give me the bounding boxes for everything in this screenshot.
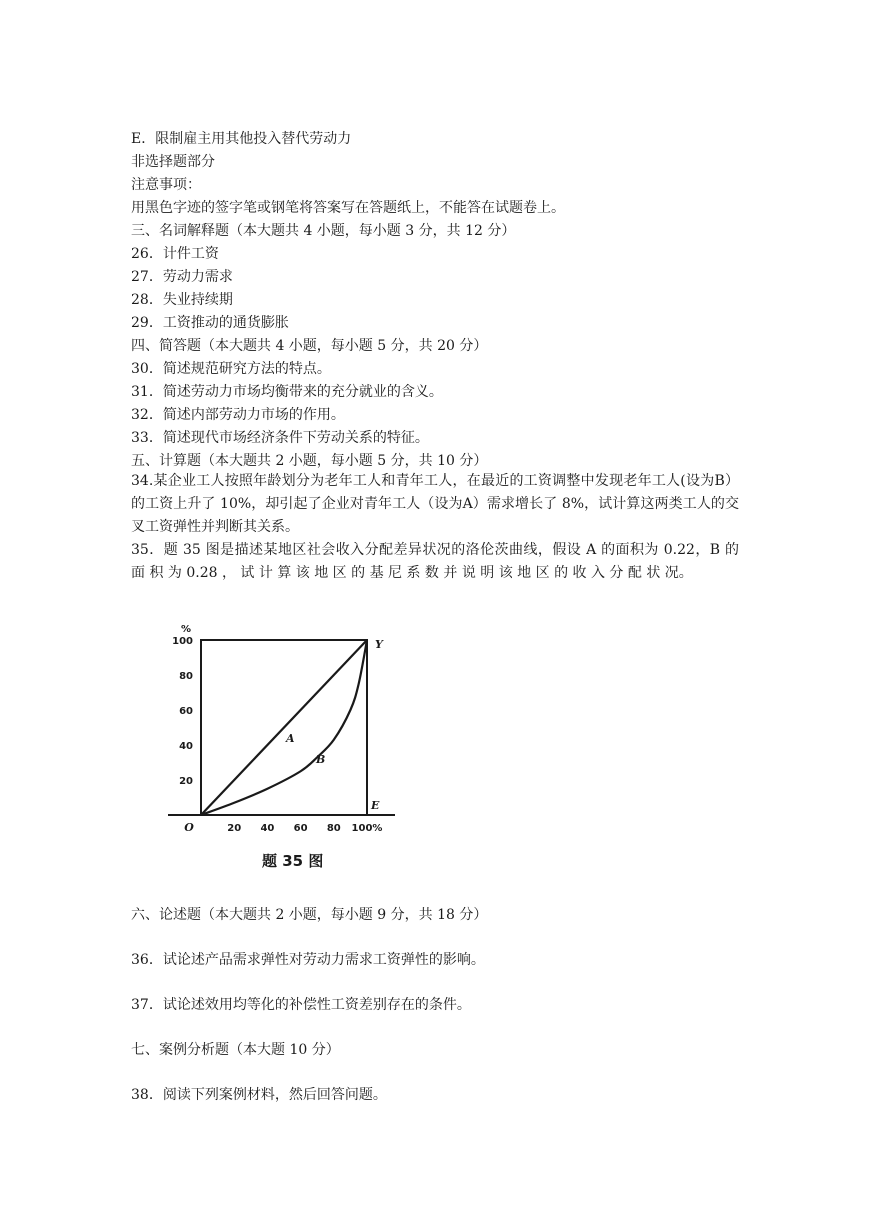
area-a-label: A bbox=[286, 732, 295, 745]
y-tick-label-20: 20 bbox=[179, 776, 193, 787]
x-tick-label-20: 20 bbox=[227, 823, 242, 834]
question-30: 30．简述规范研究方法的特点。 bbox=[131, 361, 331, 377]
x-tick-label-100: 100% bbox=[351, 823, 383, 834]
y-unit-label: % bbox=[181, 624, 192, 635]
lorenz-curve-figure bbox=[165, 620, 405, 875]
y-tick-label-60: 60 bbox=[179, 706, 193, 717]
question-28: 28．失业持续期 bbox=[131, 292, 233, 308]
section-heading-3: 三、名词解释题（本大题共 4 小题，每小题 3 分，共 12 分） bbox=[131, 223, 516, 239]
section-heading-5: 五、计算题（本大题共 2 小题，每小题 5 分，共 10 分） bbox=[131, 453, 488, 469]
notice-title: 注意事项： bbox=[131, 177, 201, 193]
area-b-label: B bbox=[316, 753, 326, 766]
question-27: 27．劳动力需求 bbox=[131, 269, 233, 285]
section-heading-6: 六、论述题（本大题共 2 小题，每小题 9 分，共 18 分） bbox=[131, 907, 488, 923]
question-32: 32．简述内部劳动力市场的作用。 bbox=[131, 407, 345, 423]
x-tick-label-60: 60 bbox=[293, 823, 308, 834]
origin-label: O bbox=[184, 821, 194, 834]
lorenz-chart bbox=[165, 620, 405, 845]
x-tick-label-40: 40 bbox=[260, 823, 275, 834]
section-heading-nonchoice: 非选择题部分 bbox=[131, 154, 215, 170]
section-heading-4: 四、简答题（本大题共 4 小题，每小题 5 分，共 20 分） bbox=[131, 338, 488, 354]
question-37: 37．试论述效用均等化的补偿性工资差别存在的条件。 bbox=[131, 997, 471, 1013]
figure-caption: 题 35 图 bbox=[262, 852, 324, 870]
section-heading-7: 七、案例分析题（本大题 10 分） bbox=[131, 1042, 340, 1058]
question-29: 29．工资推动的通货膨胀 bbox=[131, 315, 289, 331]
question-26: 26．计件工资 bbox=[131, 246, 219, 262]
x-tick-label-80: 80 bbox=[326, 823, 341, 834]
y-tick-label-80: 80 bbox=[179, 671, 193, 682]
option-e: E．限制雇主用其他投入替代劳动力 bbox=[131, 131, 352, 147]
point-y-label: Y bbox=[375, 638, 383, 651]
question-33: 33．简述现代市场经济条件下劳动关系的特征。 bbox=[131, 430, 429, 446]
question-34: 34.某企业工人按照年龄划分为老年工人和青年工人，在最近的工资调整中发现老年工人(设为B）的工资上升了 10%，却引起了企业对青年工人（设为A）需求增长了 8%，试计算这两类工人的交叉工资弹性并判断其关系。 bbox=[131, 473, 739, 535]
question-35: 35．题 35 图是描述某地区社会收入分配差异状况的洛伦茨曲线，假设 A 的面积为 0.22，B 的 面 积 为 0.28 ， 试 计 算 该 地 区 的 基 尼 系 数 并 说 明 该 地 区 的 收 入 分 配 状 况。 bbox=[131, 542, 739, 581]
point-e-label: E bbox=[371, 799, 380, 812]
question-31: 31．简述劳动力市场均衡带来的充分就业的含义。 bbox=[131, 384, 443, 400]
question-38: 38．阅读下列案例材料，然后回答问题。 bbox=[131, 1087, 387, 1103]
question-36: 36．试论述产品需求弹性对劳动力需求工资弹性的影响。 bbox=[131, 952, 485, 968]
notice-body: 用黑色字迹的签字笔或钢笔将答案写在答题纸上，不能答在试题卷上。 bbox=[131, 200, 565, 216]
y-tick-label-40: 40 bbox=[179, 741, 193, 752]
y-tick-label-100: 100 bbox=[172, 636, 193, 647]
